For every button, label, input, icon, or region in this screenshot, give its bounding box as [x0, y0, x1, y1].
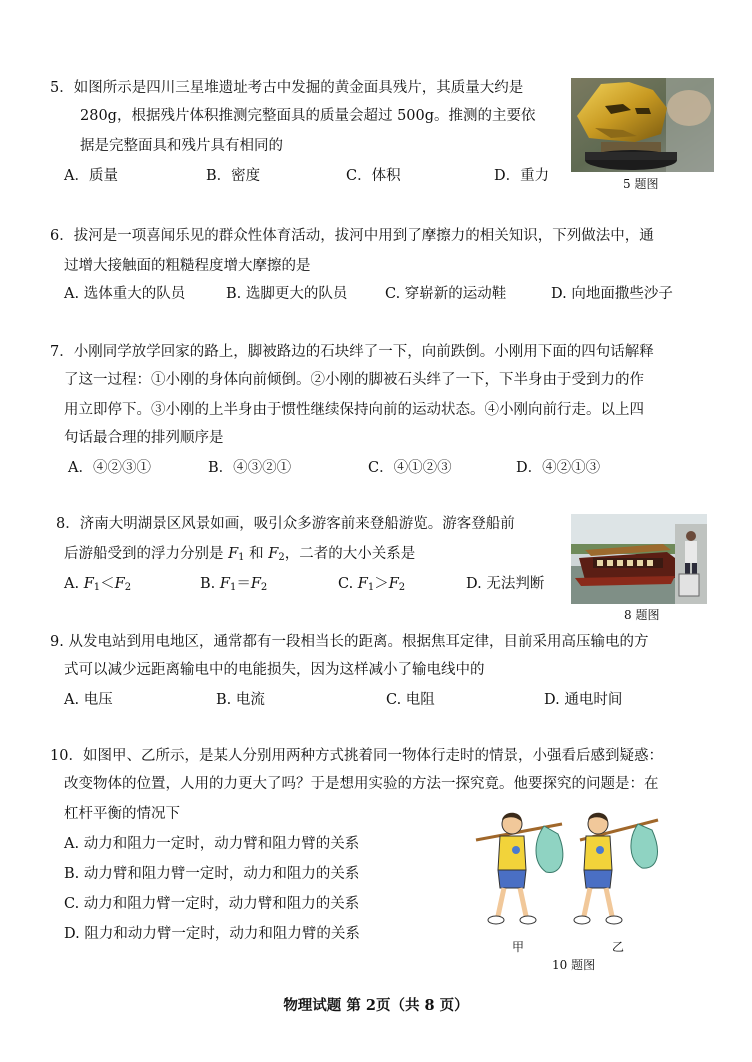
q9-option-c: C. 电阻: [386, 692, 435, 708]
relation-equal: ＝: [236, 576, 251, 592]
q8-option-c-prefix: C.: [338, 576, 358, 592]
q6-line-1: 6．拔河是一项喜闻乐见的群众性体育活动，拔河中用到了摩擦力的相关知识，下列做法中，通: [50, 228, 654, 244]
q10-line-3: 杠杆平衡的情况下: [64, 806, 180, 822]
q9-option-a: A. 电压: [64, 692, 113, 708]
q8-line-2-text-b: 和: [249, 546, 264, 562]
q6-option-d: D. 向地面撒些沙子: [551, 286, 673, 302]
q8-option-a: [64, 574, 131, 598]
q10-option-d: D. 阻力和动力臂一定时，动力和阻力臂的关系: [64, 926, 360, 942]
subscript-1: 1: [238, 552, 245, 563]
q8-option-b: [200, 574, 267, 598]
force-symbol-f1: F: [228, 546, 239, 562]
q8-line-2: [64, 544, 415, 568]
subscript-2: 2: [260, 582, 268, 593]
force-symbol-f2: F: [268, 546, 279, 562]
q8-option-d: D. 无法判断: [466, 576, 545, 592]
f-symbol: F: [219, 576, 230, 592]
q10-option-c: C. 动力和阻力臂一定时，动力臂和阻力的关系: [64, 896, 360, 912]
q7-line-3: 用立即停下。③小刚的上半身由于惯性继续保持向前的运动状态。④小刚向前行走。以上四: [64, 402, 644, 418]
q5-option-d: D．重力: [494, 168, 550, 184]
q8-option-a-prefix: A.: [64, 576, 84, 592]
q8-figure-caption: 8 题图: [624, 608, 660, 622]
q10-option-b: B. 动力臂和阻力臂一定时，动力和阻力的关系: [64, 866, 360, 882]
subscript-1: 1: [229, 582, 237, 593]
q7-option-c: C．④①②③: [368, 460, 452, 476]
q5-line-1: 5．如图所示是四川三星堆遗址考古中发掘的黄金面具残片，其质量大约是: [50, 80, 524, 96]
f-symbol: F: [114, 576, 125, 592]
subscript-2: 2: [278, 552, 285, 563]
q8-line-1: 8．济南大明湖景区风景如画，吸引众多游客前来登船游览。游客登船前: [56, 516, 515, 532]
f-symbol: F: [250, 576, 261, 592]
q7-option-b: B．④③②①: [208, 460, 292, 476]
f-symbol: F: [388, 576, 399, 592]
figure-jia: [476, 813, 563, 924]
q5-line-3: 据是完整面具和残片具有相同的: [80, 138, 283, 154]
q7-option-a: A．④②③①: [68, 460, 151, 476]
tour-boat-photo: [571, 514, 707, 604]
gold-mask-photo: [571, 78, 714, 172]
q9-line-2: 式可以减少远距离输电中的电能损失，因为这样减小了输电线中的: [64, 662, 485, 678]
figure-yi: [574, 813, 658, 924]
q6-option-a: A. 选体重大的队员: [64, 286, 186, 302]
subscript-2: 2: [124, 582, 132, 593]
q6-line-2: 过增大接触面的粗糙程度增大摩擦的是: [64, 258, 311, 274]
q8-option-c: [338, 574, 405, 598]
q5-option-b: B．密度: [206, 168, 261, 184]
q7-option-d: D．④②①③: [516, 460, 601, 476]
subscript-1: 1: [367, 582, 375, 593]
q9-line-1: 9. 从发电站到用电地区，通常都有一段相当长的距离。根据焦耳定律，目前采用高压输电的方: [50, 634, 649, 650]
subscript-1: 1: [93, 582, 101, 593]
q6-option-c: C. 穿崭新的运动鞋: [385, 286, 507, 302]
q10-line-2: 改变物体的位置，人用的力更大了吗？于是想用实验的方法一探究竟。他要探究的问题是：在: [64, 776, 659, 792]
q7-line-2: 了这一过程：①小刚的身体向前倾倒。②小刚的脚被石头绊了一下，下半身由于受到力的作: [64, 372, 644, 388]
label-yi: 乙: [612, 940, 625, 954]
q5-option-a: A．质量: [64, 168, 118, 184]
q9-option-b: B. 电流: [216, 692, 265, 708]
q6-option-b: B. 选脚更大的队员: [226, 286, 348, 302]
relation-greater-than: ＞: [374, 576, 389, 592]
f-symbol: F: [83, 576, 94, 592]
q9-option-d: D. 通电时间: [544, 692, 623, 708]
q5-option-c: C．体积: [346, 168, 401, 184]
relation-less-than: ＜: [100, 576, 115, 592]
q7-line-4: 句话最合理的排列顺序是: [64, 430, 224, 446]
q10-option-a: A. 动力和阻力一定时，动力臂和阻力臂的关系: [64, 836, 360, 852]
page-footer: 物理试题 第 2页（共 8 页）: [283, 997, 469, 1014]
q7-line-1: 7．小刚同学放学回家的路上，脚被路边的石块绊了一下，向前跌倒。小刚用下面的四句话解释: [50, 344, 654, 360]
q5-figure-caption: 5 题图: [623, 177, 659, 191]
q8-line-2-text-a: 后游船受到的浮力分别是: [64, 546, 224, 562]
f-symbol: F: [357, 576, 368, 592]
subscript-2: 2: [398, 582, 406, 593]
q5-line-2: 280g，根据残片体积推测完整面具的质量会超过 500g。推测的主要依: [80, 108, 536, 124]
q10-figure-caption: 10 题图: [552, 958, 596, 972]
q8-line-2-text-c: ，二者的大小关系是: [284, 546, 416, 562]
q8-option-b-prefix: B.: [200, 576, 220, 592]
label-jia: 甲: [512, 940, 525, 954]
carrying-pole-illustration: [472, 810, 672, 940]
q10-line-1: 10．如图甲、乙所示，是某人分别用两种方式挑着同一物体行走时的情景，小强看后感到疑惑：: [50, 748, 663, 764]
